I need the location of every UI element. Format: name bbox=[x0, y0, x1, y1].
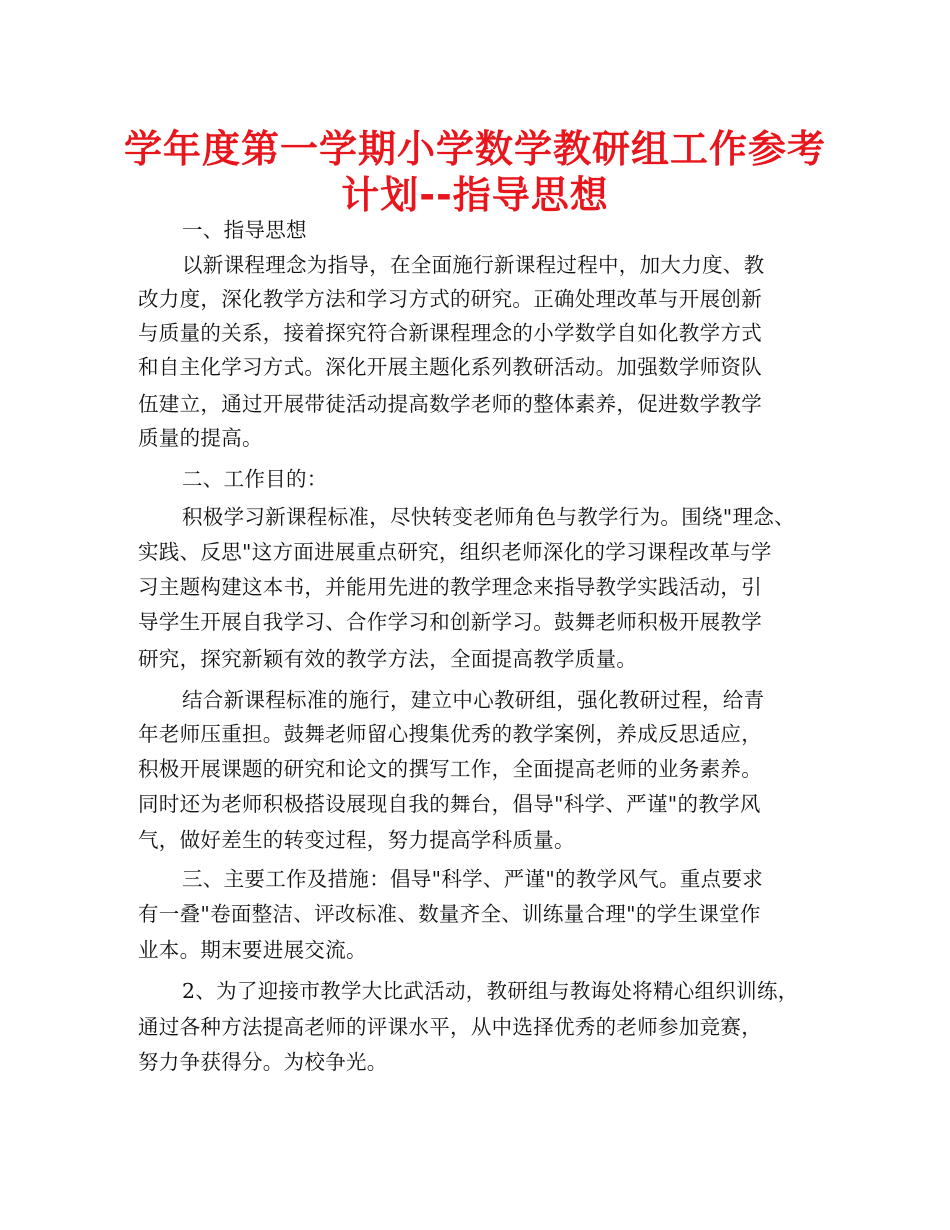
paragraph-line: 积极学习新课程标准，尽快转变老师角色与教学行为。围绕"理念、 bbox=[182, 505, 795, 529]
document-title-line-1: 学年度第一学期小学数学教研组工作参考 bbox=[123, 127, 826, 171]
paragraph-line: 气，做好差生的转变过程，努力提高学科质量。 bbox=[138, 828, 575, 852]
section-heading-guiding-thought: 一、指导思想 bbox=[182, 218, 307, 242]
paragraph-line: 实践、反思"这方面进展重点研究，组织老师深化的学习课程改革与学 bbox=[138, 540, 772, 564]
section-heading-work-goals: 二、工作目的： bbox=[182, 467, 328, 491]
document-title-line-2: 计划--指导思想 bbox=[341, 173, 609, 217]
paragraph-line: 通过各种方法提高老师的评课水平，从中选择优秀的老师参加竞赛， bbox=[138, 1015, 762, 1039]
paragraph-line: 与质量的关系，接着探究符合新课程理念的小学数学自如化教学方式 bbox=[138, 321, 762, 345]
paragraph-line: 努力争获得分。为校争光。 bbox=[138, 1050, 388, 1074]
section-heading-main-measures: 三、主要工作及措施：倡导"科学、严谨"的教学风气。重点要求 bbox=[182, 867, 764, 891]
paragraph-line: 伍建立，通过开展带徒活动提高数学老师的整体素养，促进数学教学 bbox=[138, 392, 762, 416]
paragraph-line: 有一叠"卷面整洁、评改标准、数量齐全、训练量合理"的学生课堂作 bbox=[138, 902, 761, 926]
paragraph-line: 习主题构建这本书，并能用先进的教学理念来指导教学实践活动，引 bbox=[138, 575, 762, 599]
paragraph-line: 导学生开展自我学习、合作学习和创新学习。鼓舞老师积极开展教学 bbox=[138, 610, 762, 634]
paragraph-line: 业本。期末要进展交流。 bbox=[138, 938, 367, 962]
paragraph-line: 积极开展课题的研究和论文的撰写工作，全面提高老师的业务素养。 bbox=[138, 757, 762, 781]
paragraph-line: 以新课程理念为指导，在全面施行新课程过程中，加大力度、教 bbox=[182, 253, 765, 277]
paragraph-line: 质量的提高。 bbox=[138, 426, 263, 450]
paragraph-line: 结合新课程标准的施行，建立中心教研组，强化教研过程，给青 bbox=[182, 688, 765, 712]
paragraph-line: 2、为了迎接市教学大比武活动，教研组与教诲处将精心组织训练， bbox=[182, 979, 799, 1003]
paragraph-line: 年老师压重担。鼓舞老师留心搜集优秀的教学案例，养成反思适应， bbox=[138, 722, 762, 746]
paragraph-line: 研究，探究新颖有效的教学方法，全面提高教学质量。 bbox=[138, 647, 638, 671]
paragraph-line: 同时还为老师积极搭设展现自我的舞台，倡导"科学、严谨"的教学风 bbox=[138, 792, 761, 816]
paragraph-line: 和自主化学习方式。深化开展主题化系列教研活动。加强数学师资队 bbox=[138, 355, 762, 379]
paragraph-line: 改力度，深化教学方法和学习方式的研究。正确处理改革与开展创新 bbox=[138, 287, 762, 311]
